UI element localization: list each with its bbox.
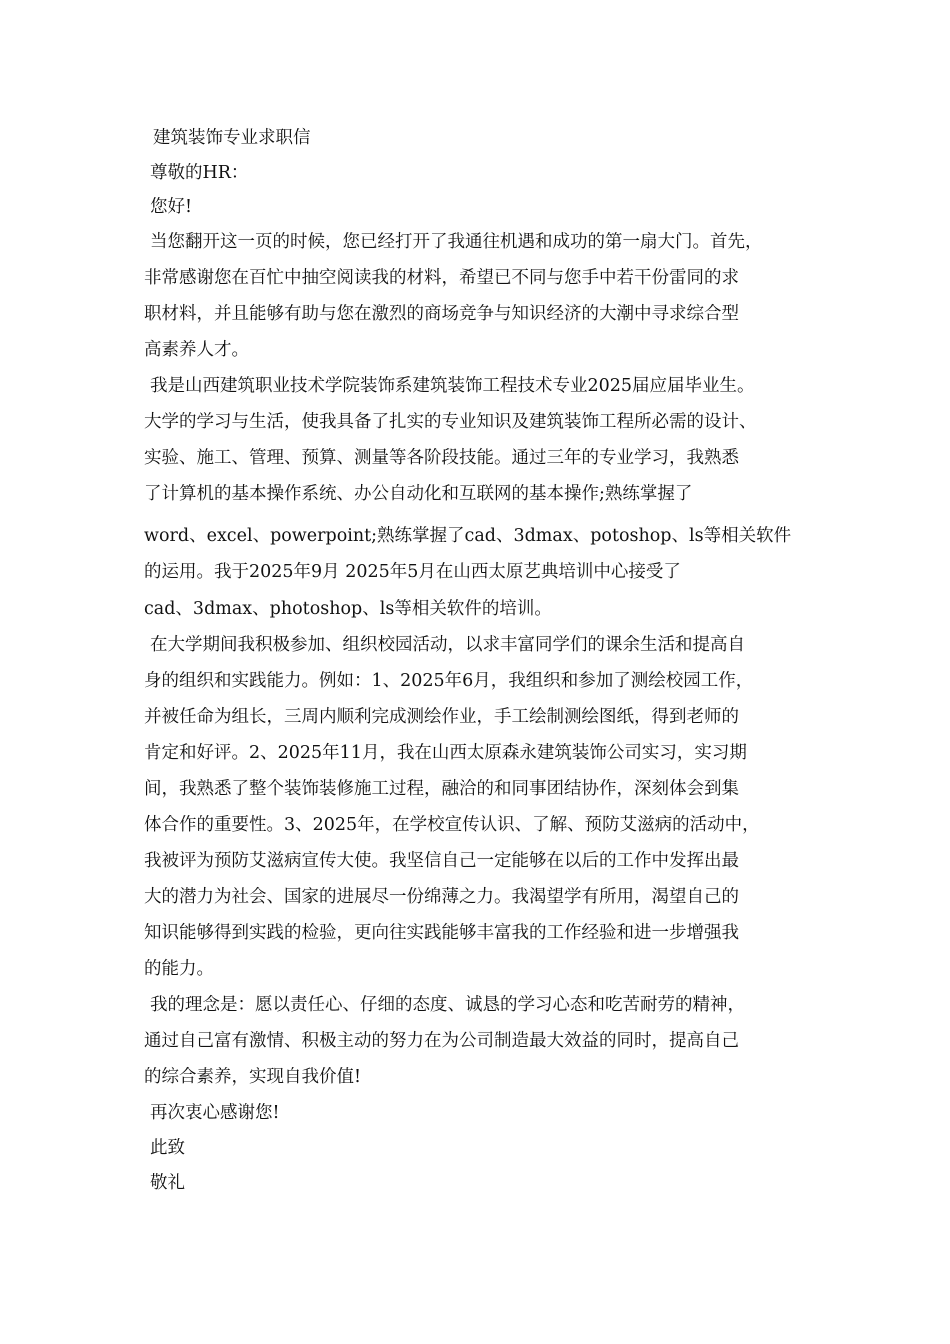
closing-cizhi: 此致	[150, 1138, 185, 1158]
paragraph-3-line: 体合作的重要性。3、2025年，在学校宣传认识、了解、预防艾滋病的活动中，	[144, 815, 760, 835]
paragraph-4-line: 的综合素养，实现自我价值!	[144, 1067, 362, 1087]
paragraph-2-line: 大学的学习与生活，使我具备了扎实的专业知识及建筑装饰工程所必需的设计、	[144, 412, 757, 432]
greeting: 您好!	[150, 197, 193, 217]
document-title: 建筑装饰专业求职信	[153, 128, 311, 148]
paragraph-2-line: 的运用。我于2025年9月 2025年5月在山西太原艺典培训中心接受了	[144, 562, 681, 582]
paragraph-2-line: 我是山西建筑职业技术学院装饰系建筑装饰工程技术专业2025届应届毕业生。	[150, 376, 755, 396]
closing-thanks: 再次衷心感谢您!	[150, 1103, 280, 1123]
paragraph-1-line: 非常感谢您在百忙中抽空阅读我的材料，希望已不同与您手中若干份雷同的求	[144, 268, 739, 288]
paragraph-2-line: 了计算机的基本操作系统、办公自动化和互联网的基本操作;熟练掌握了	[144, 484, 693, 504]
paragraph-1-line: 当您翻开这一页的时候，您已经打开了我通往机遇和成功的第一扇大门。首先，	[150, 232, 763, 252]
paragraph-2-line: cad、3dmax、photoshop、ls等相关软件的培训。	[144, 599, 552, 619]
paragraph-4-line: 通过自己富有激情、积极主动的努力在为公司制造最大效益的同时，提高自己	[144, 1031, 739, 1051]
paragraph-4-line: 我的理念是：愿以责任心、仔细的态度、诚恳的学习心态和吃苦耐劳的精神，	[150, 995, 745, 1015]
paragraph-1-line: 职材料，并且能够有助与您在激烈的商场竞争与知识经济的大潮中寻求综合型	[144, 304, 739, 324]
paragraph-3-line: 我被评为预防艾滋病宣传大使。我坚信自己一定能够在以后的工作中发挥出最	[144, 851, 739, 871]
paragraph-1-line: 高素养人才。	[144, 340, 249, 360]
paragraph-3-line: 肯定和好评。2、2025年11月，我在山西太原森永建筑装饰公司实习，实习期	[144, 743, 747, 763]
paragraph-3-line: 的能力。	[144, 959, 214, 979]
salutation: 尊敬的HR：	[150, 163, 249, 183]
paragraph-3-line: 间，我熟悉了整个装饰装修施工过程，融洽的和同事团结协作，深刻体会到集	[144, 779, 739, 799]
paragraph-2-line: word、excel、powerpoint;熟练掌握了cad、3dmax、potoshop、ls等相关软件	[144, 526, 792, 546]
paragraph-3-line: 并被任命为组长，三周内顺利完成测绘作业，手工绘制测绘图纸，得到老师的	[144, 707, 739, 727]
paragraph-3-line: 身的组织和实践能力。例如：1、2025年6月，我组织和参加了测绘校园工作，	[144, 671, 754, 691]
paragraph-3-line: 知识能够得到实践的检验，更向往实践能够丰富我的工作经验和进一步增强我	[144, 923, 739, 943]
paragraph-3-line: 大的潜力为社会、国家的进展尽一份绵薄之力。我渴望学有所用，渴望自己的	[144, 887, 739, 907]
paragraph-2-line: 实验、施工、管理、预算、测量等各阶段技能。通过三年的专业学习，我熟悉	[144, 448, 739, 468]
closing-jingli: 敬礼	[150, 1173, 185, 1193]
paragraph-3-line: 在大学期间我积极参加、组织校园活动，以求丰富同学们的课余生活和提高自	[150, 635, 745, 655]
